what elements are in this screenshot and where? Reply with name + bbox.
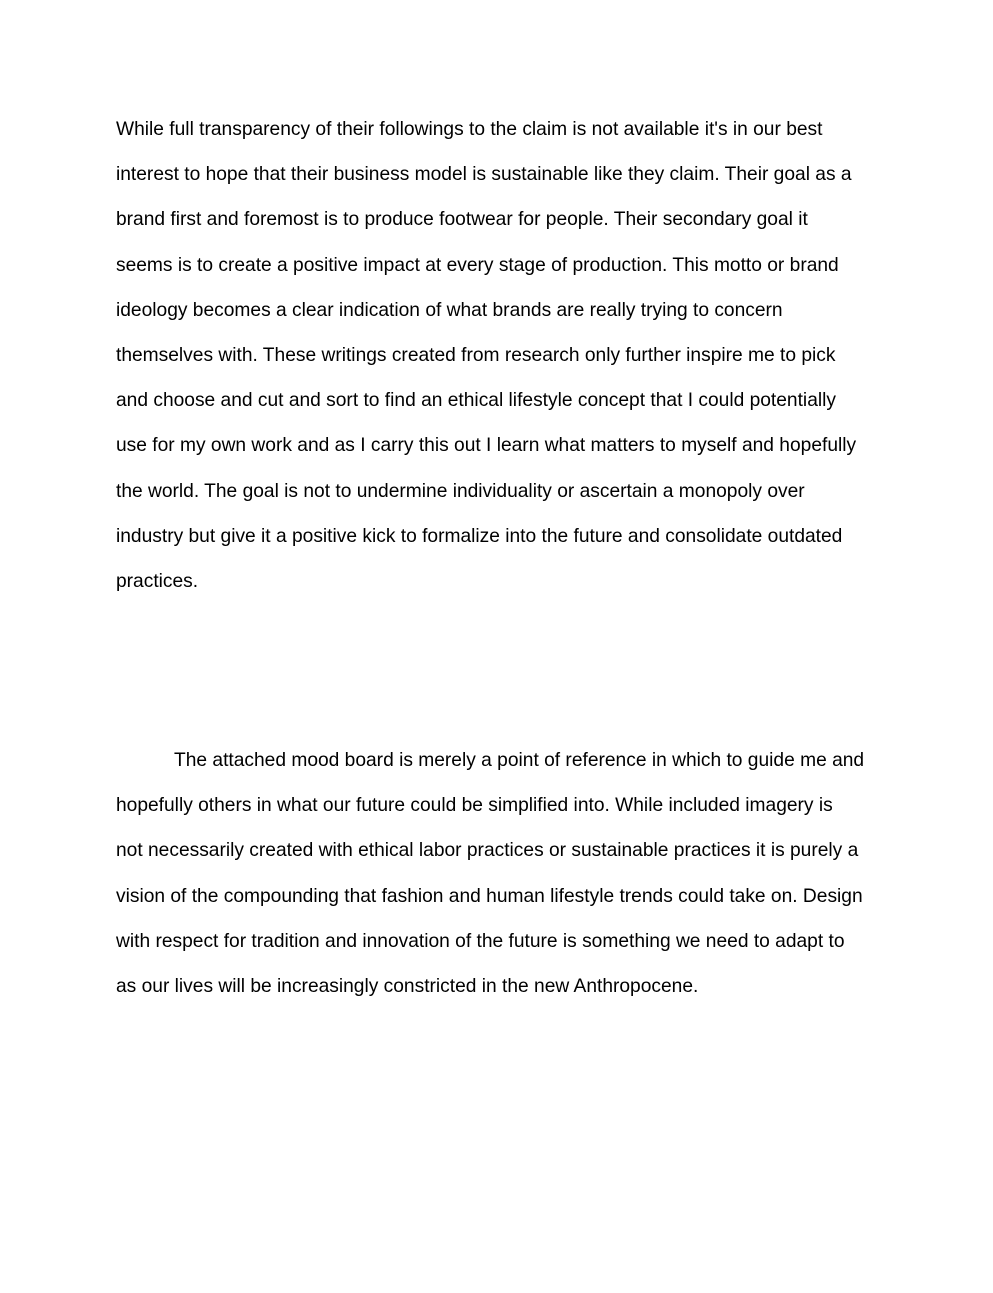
text-line: hopefully others in what our future could be simplified into. While included imagery is bbox=[116, 795, 833, 817]
text-line: the world. The goal is not to undermine individuality or ascertain a monopoly over bbox=[116, 480, 805, 502]
text-line: interest to hope that their business model is sustainable like they claim. Their goal as a bbox=[116, 164, 852, 186]
paragraph-2 bbox=[116, 738, 886, 1009]
text-line: with respect for tradition and innovation of the future is something we need to adapt to bbox=[116, 930, 845, 952]
text-line: and choose and cut and sort to find an ethical lifestyle concept that I could potentially bbox=[116, 390, 836, 412]
text-line: industry but give it a positive kick to formalize into the future and consolidate outdated bbox=[116, 525, 843, 547]
text-line: brand first and foremost is to produce footwear for people. Their secondary goal it bbox=[116, 209, 808, 231]
text-line-indented: The attached mood board is merely a point of reference in which to guide me and bbox=[174, 750, 865, 771]
paragraph-1 bbox=[116, 107, 886, 604]
text-line: seems is to create a positive impact at every stage of production. This motto or brand bbox=[116, 254, 839, 276]
text-line: as our lives will be increasingly constricted in the new Anthropocene. bbox=[116, 976, 699, 998]
text-line: practices. bbox=[116, 571, 199, 593]
text-line: While full transparency of their followings to the claim is not available it's in our best bbox=[116, 119, 823, 140]
text-line: themselves with. These writings created from research only further inspire me to pick bbox=[116, 345, 836, 367]
text-line: not necessarily created with ethical labor practices or sustainable practices it is purely a bbox=[116, 840, 859, 862]
text-line: ideology becomes a clear indication of what brands are really trying to concern bbox=[116, 299, 783, 321]
text-line: use for my own work and as I carry this out I learn what matters to myself and hopefully bbox=[116, 435, 857, 457]
text-line: vision of the compounding that fashion and human lifestyle trends could take on. Design bbox=[116, 885, 863, 907]
